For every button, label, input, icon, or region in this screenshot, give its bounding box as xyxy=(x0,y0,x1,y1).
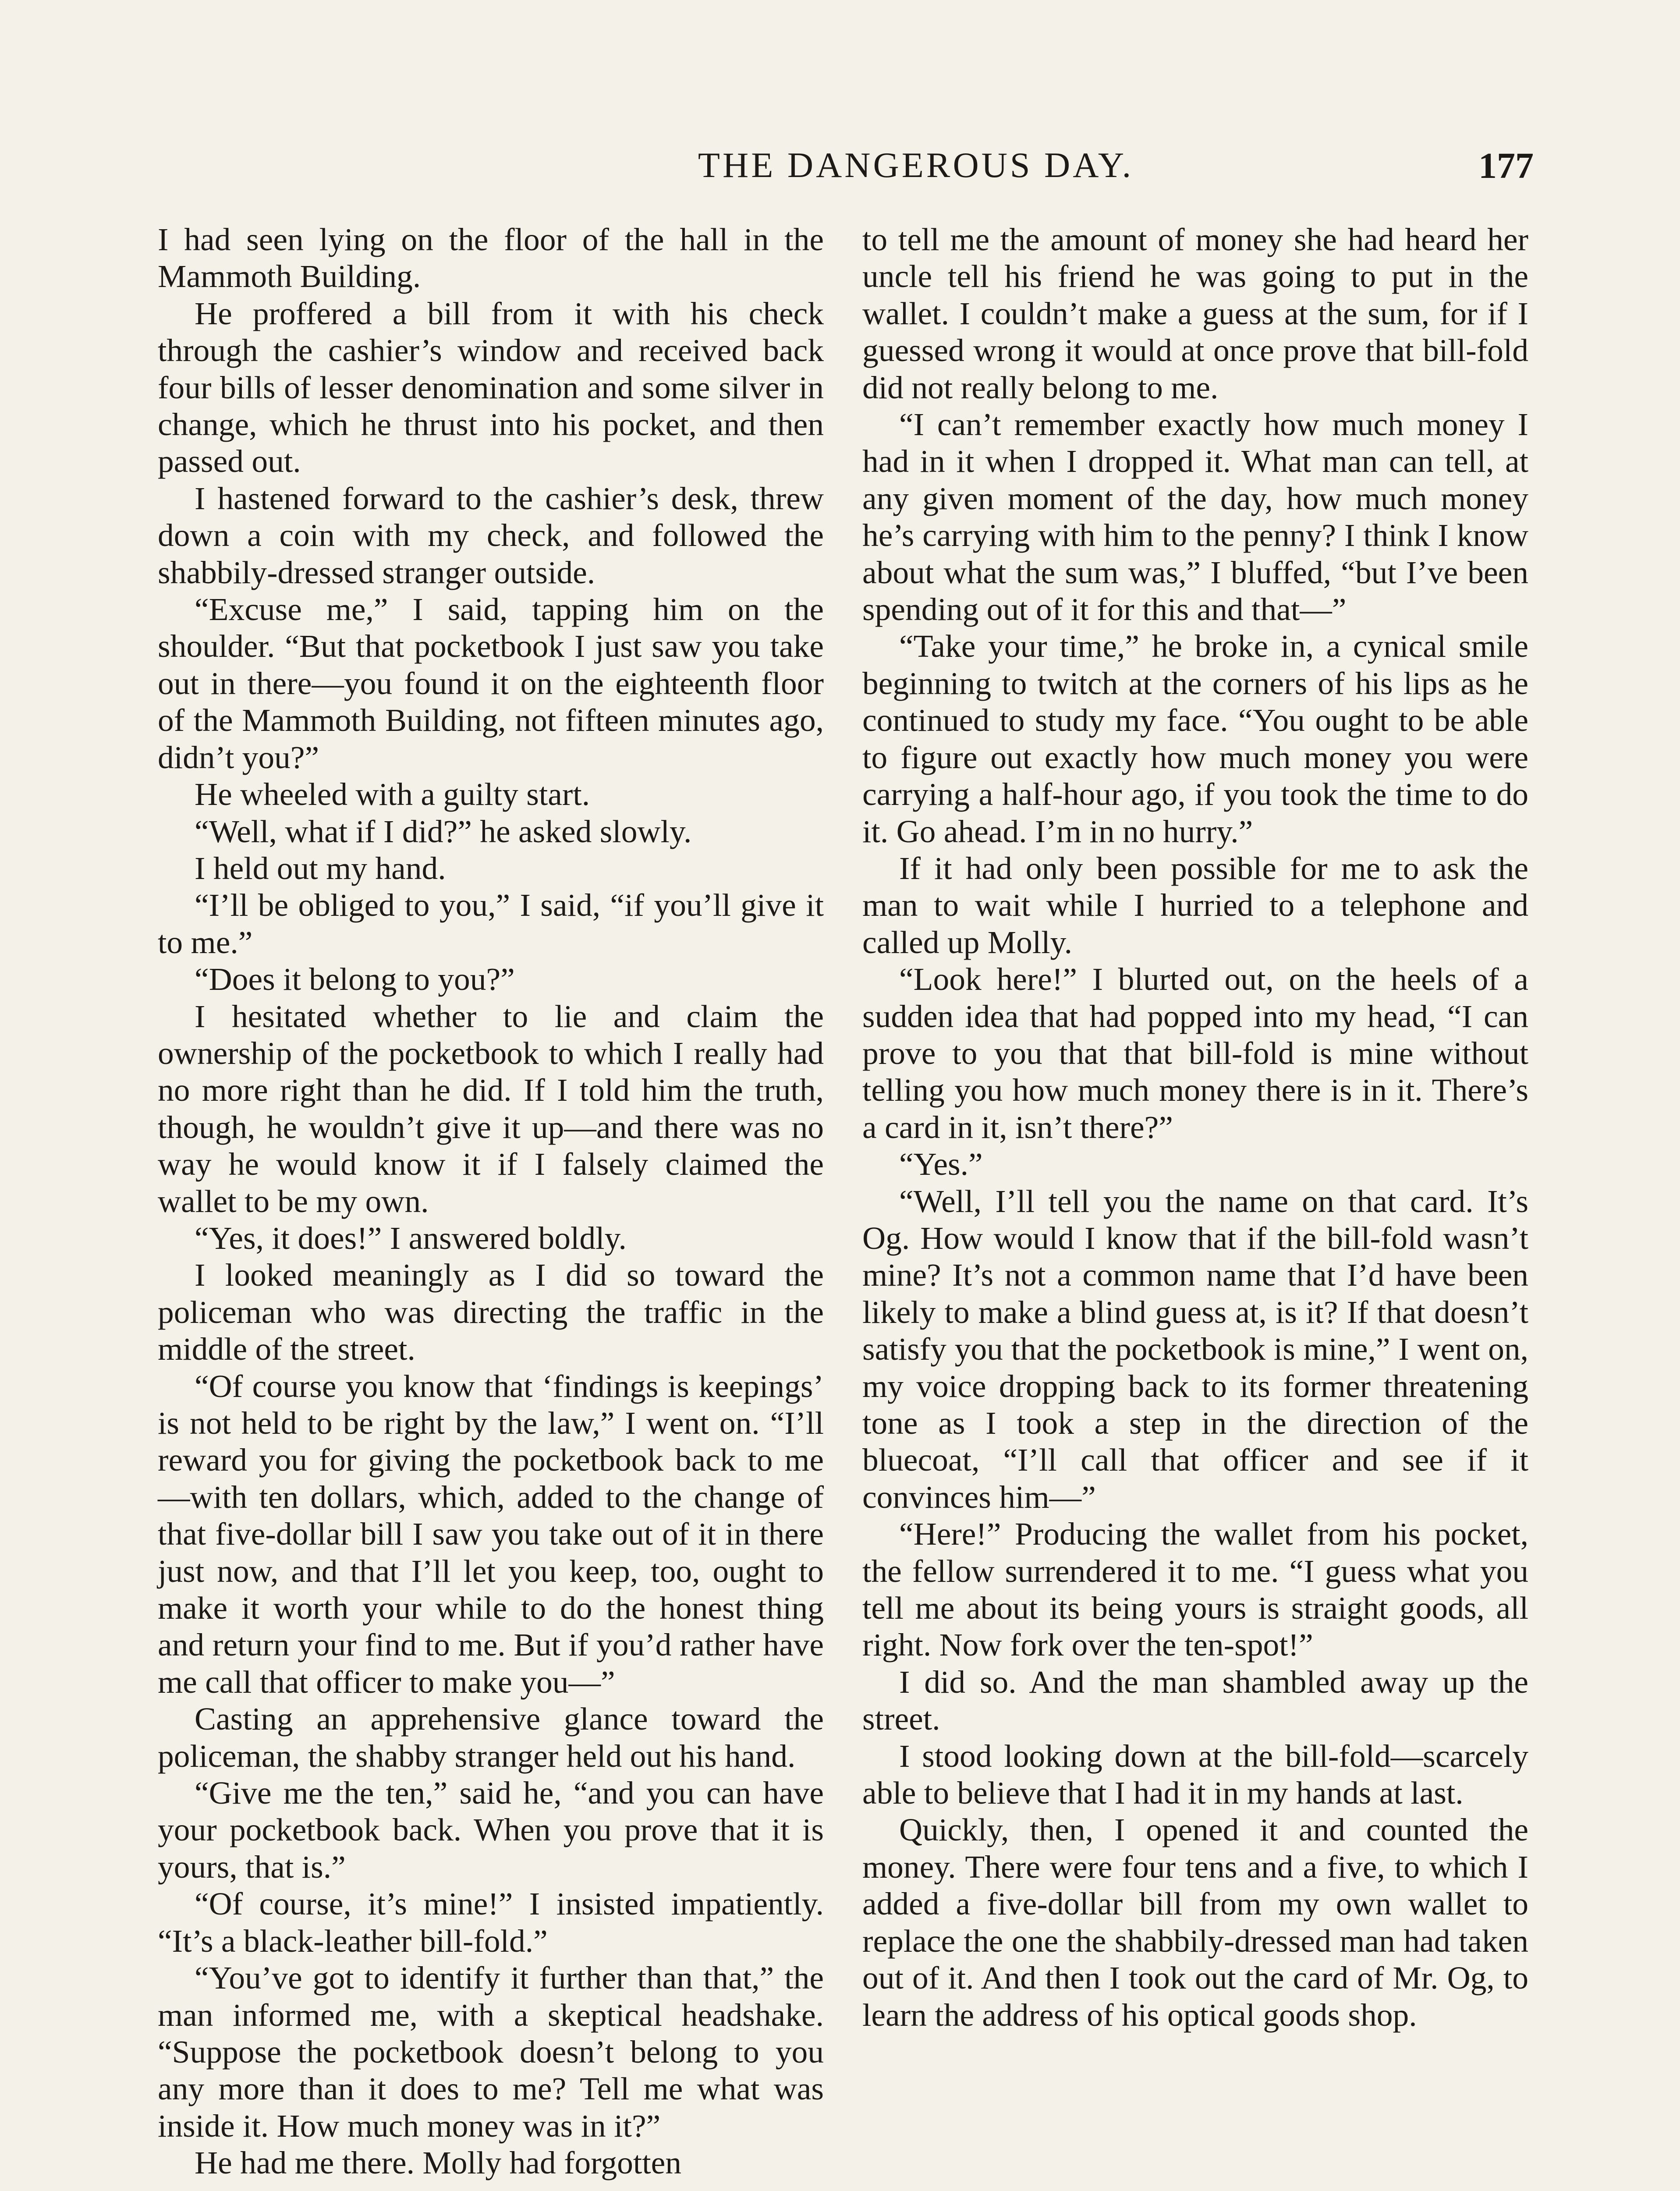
paragraph: I had seen lying on the floor of the hall in the Mammoth Building. xyxy=(158,222,824,294)
paragraph: “Of course, it’s mine!” I insisted impatiently. “It’s a black-leather bill-fold.” xyxy=(158,1886,824,1959)
paragraph: He wheeled with a guilty start. xyxy=(195,776,590,812)
paragraph: Casting an apprehensive glance toward the policeman, the shabby stranger held out his hand. xyxy=(158,1701,824,1774)
paragraph: “Yes.” xyxy=(899,1146,983,1182)
paragraph: “You’ve got to identify it further than that,” the man informed me, with a skeptical headshake. “Suppose the pocketbook doesn’t belong to you any more than it does to me? Tell me what was inside it. How much money was in it?” xyxy=(158,1960,824,2144)
paragraph: “I’ll be obliged to you,” I said, “if you’ll give it to me.” xyxy=(158,887,824,960)
paragraph: “Excuse me,” I said, tapping him on the shoulder. “But that pocketbook I just saw you take out in there—you found it on the eighteenth floor of the Mammoth Building, not fifteen minutes ago, didn’t you?” xyxy=(158,592,824,775)
paragraph: “Look here!” I blurted out, on the heels of a sudden idea that had popped into my head, “I can prove to you that that bill-fold is mine without telling you how much money there is in it. There’s a card in it, isn’t there?” xyxy=(862,961,1528,1145)
paragraph: If it had only been possible for me to ask the man to wait while I hurried to a telephone and called up Molly. xyxy=(862,850,1528,960)
running-title: THE DANGEROUS DAY. xyxy=(698,145,1134,185)
page-number: 177 xyxy=(1478,145,1534,186)
paragraph: “Well, what if I did?” he asked slowly. xyxy=(195,813,692,849)
paragraph: “Give me the ten,” said he, “and you can have your pocketbook back. When you prove that it is yours, that is.” xyxy=(158,1775,824,1885)
paragraph: He had me there. Molly had forgotten xyxy=(195,2145,682,2181)
paragraph: I held out my hand. xyxy=(195,850,446,886)
paragraph: “Here!” Producing the wallet from his pocket, the fellow surrendered it to me. “I guess what you tell me about its being yours is straight goods, all right. Now fork over the ten-spot!” xyxy=(862,1516,1528,1663)
paragraph: to tell me the amount of money she had heard her uncle tell his friend he was going to put in the wallet. I couldn’t make a guess at the sum, for if I guessed wrong it would at once prove that bill-fold did not really belong to me. xyxy=(862,222,1528,405)
paragraph: I stood looking down at the bill-fold—scarcely able to believe that I had it in my hands at last. xyxy=(862,1738,1528,1811)
paragraph: I did so. And the man shambled away up the street. xyxy=(862,1664,1528,1737)
paragraph: I hesitated whether to lie and claim the ownership of the pocketbook to which I really had no more right than he did. If I told him the truth, though, he wouldn’t give it up—and there was no way he would know it if I falsely claimed the wallet to be my own. xyxy=(158,998,824,1219)
paragraph: “Take your time,” he broke in, a cynical smile beginning to twitch at the corners of his lips as he continued to study my face. “You ought to be able to figure out exactly how much money you were carrying a half-hour ago, if you took the time to do it. Go ahead. I’m in no hurry.” xyxy=(862,628,1528,849)
paragraph: “Does it belong to you?” xyxy=(195,961,515,997)
left-text-column xyxy=(158,221,824,2182)
paragraph: “I can’t remember exactly how much money I had in it when I dropped it. What man can tell, at any given moment of the day, how much money he’s carrying with him to the penny? I think I know about what the sum was,” I bluffed, “but I’ve been spending out of it for this and that—” xyxy=(862,407,1528,628)
paragraph: He proffered a bill from it with his check through the cashier’s window and received back four bills of lesser denomination and some silver in change, which he thrust into his pocket, and then passed out. xyxy=(158,295,824,479)
right-text-column xyxy=(862,221,1528,2034)
paragraph: Quickly, then, I opened it and counted the money. There were four tens and a five, to which I added a five-dollar bill from my own wallet to replace the one the shabbily-dressed man had taken out of it. And then I took out the card of Mr. Og, to learn the address of his optical goods shop. xyxy=(862,1812,1528,2033)
paragraph: “Of course you know that ‘findings is keepings’ is not held to be right by the law,” I went on. “I’ll reward you for giving the pocketbook back to me—with ten dollars, which, added to the change of that five-dollar bill I saw you take out of it in there just now, and that I’ll let you keep, too, ought to make it worth your while to do the honest thing and return your find to me. But if you’d rather have me call that officer to make you—” xyxy=(158,1368,824,1700)
paragraph: I hastened forward to the cashier’s desk, threw down a coin with my check, and followed the shabbily-dressed stranger outside. xyxy=(158,480,824,590)
paragraph: I looked meaningly as I did so toward the policeman who was directing the traffic in the middle of the street. xyxy=(158,1257,824,1367)
paragraph: “Yes, it does!” I answered boldly. xyxy=(195,1220,627,1256)
paragraph: “Well, I’ll tell you the name on that card. It’s Og. How would I know that if the bill-fold wasn’t mine? It’s not a common name that I’d have been likely to make a blind guess at, is it? If that doesn’t satisfy you that the pocketbook is mine,” I went on, my voice dropping back to its former threatening tone as I took a step in the direction of the bluecoat, “I’ll call that officer and see if it convinces him—” xyxy=(862,1183,1528,1515)
